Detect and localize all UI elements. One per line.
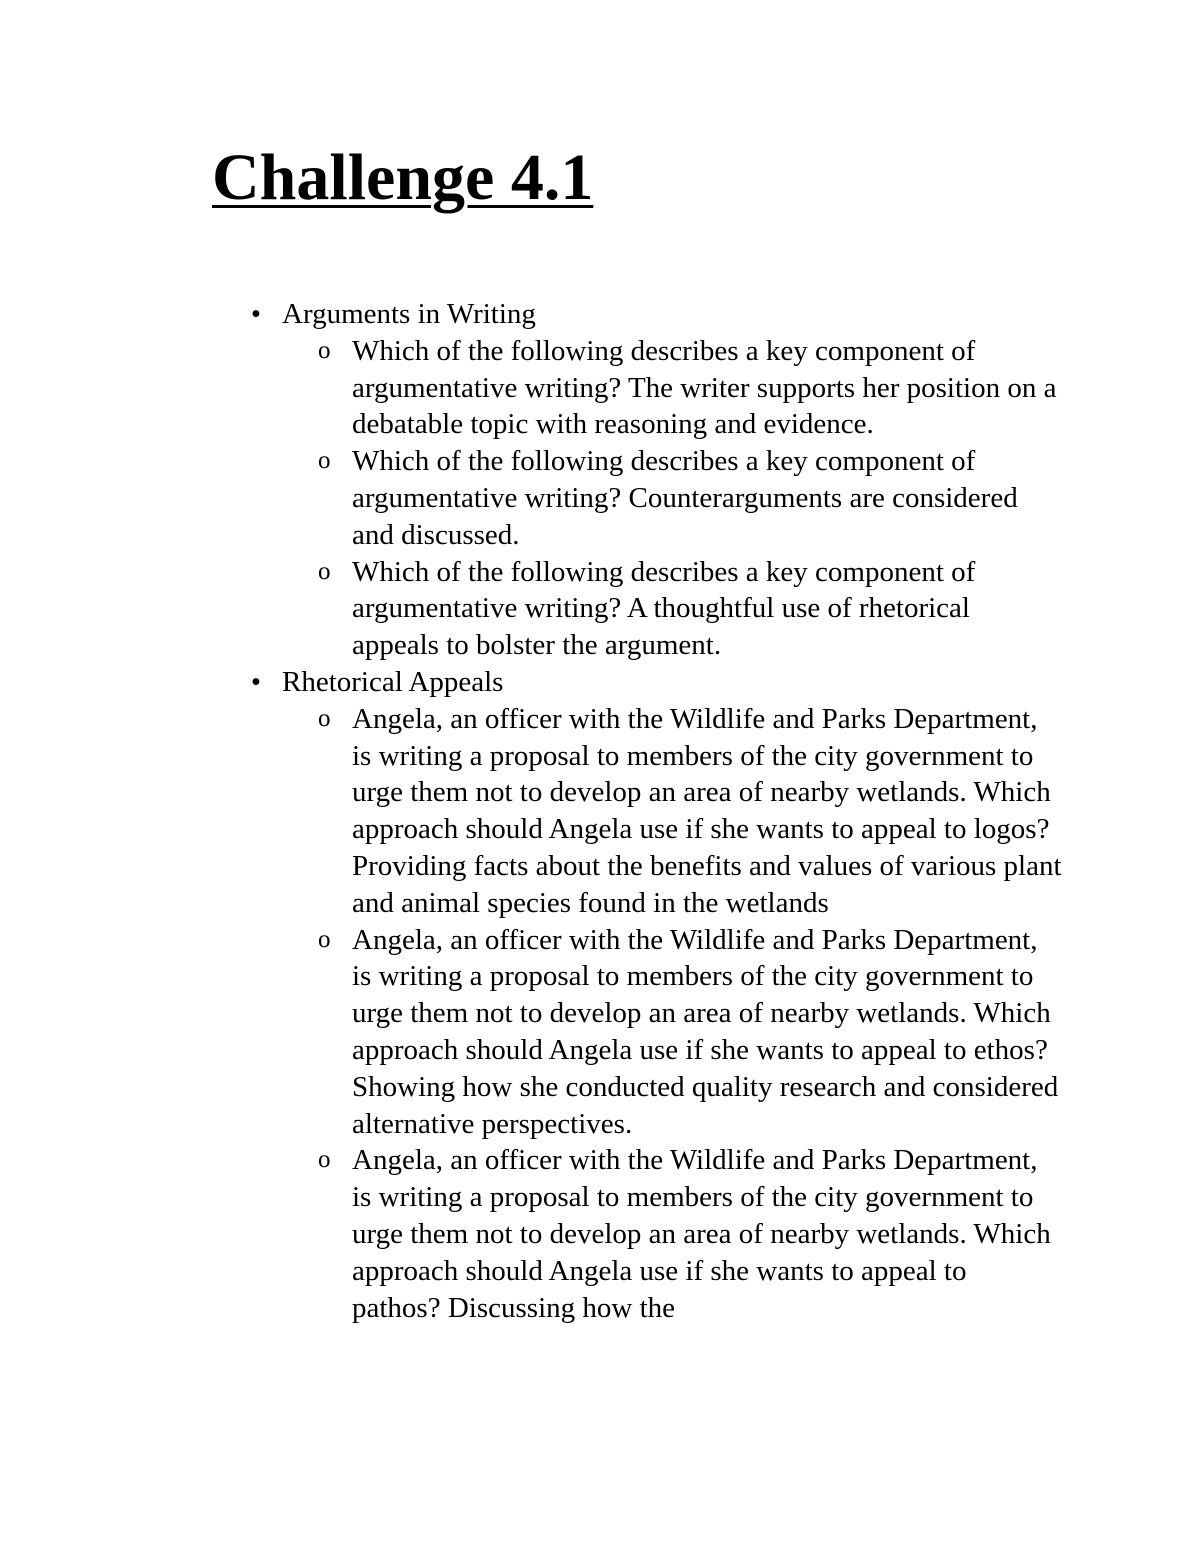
outline-list (0, 296, 1200, 1326)
sub-list (282, 701, 1200, 1327)
list-item (282, 443, 1062, 553)
sub-list (282, 333, 1200, 664)
document-title: Challenge 4.1 (212, 141, 594, 214)
outline-section-arguments (0, 296, 1200, 664)
section-heading: Arguments in Writing (282, 298, 536, 330)
list-item (282, 333, 1062, 443)
section-heading: Rhetorical Appeals (282, 665, 504, 698)
list-item-text: Angela, an officer with the Wildlife and Parks Department, is writing a proposal to members of the city government to urge them not to develop an area of nearby wetlands. Which approach should Angela use if she wants to appeal to ethos? Showing how she conducted quality research and considered alternative perspectives. (352, 923, 1059, 1140)
list-item (282, 701, 1062, 922)
list-item-text: Which of the following describes a key component of argumentative writing? A thoughtful use of rhetorical appeals to bolster the argument. (352, 555, 976, 662)
list-item (282, 554, 1062, 664)
list-item-text: Angela, an officer with the Wildlife and Parks Department, is writing a proposal to members of the city government to urge them not to develop an area of nearby wetlands. Which approach should Angela use if she wants to appeal to pathos? Discussing how the (352, 1144, 1051, 1324)
sub-bullet-icon: o (318, 557, 331, 585)
sub-bullet-icon: o (318, 336, 331, 364)
list-item-text: Which of the following describes a key component of argumentative writing? Counterarguments are considered and discussed. (352, 445, 1018, 551)
list-item-text: Which of the following describes a key component of argumentative writing? The writer supports her position on a debatable topic with reasoning and evidence. (352, 334, 1057, 441)
bullet-icon: • (250, 298, 262, 330)
bullet-icon: • (250, 665, 262, 698)
sub-bullet-icon: o (318, 704, 331, 732)
sub-bullet-icon: o (318, 925, 331, 953)
list-item (282, 922, 1062, 1143)
list-item (282, 1142, 1062, 1326)
outline-section-rhetorical-appeals (0, 664, 1200, 1326)
list-item-text: Angela, an officer with the Wildlife and Parks Department, is writing a proposal to members of the city government to urge them not to develop an area of nearby wetlands. Which approach should Angela use if she wants to appeal to logos? Providing facts about the benefits and values of various plant and animal species found in the wetlands (352, 702, 1062, 919)
sub-bullet-icon: o (318, 447, 331, 475)
sub-bullet-icon: o (318, 1146, 331, 1174)
